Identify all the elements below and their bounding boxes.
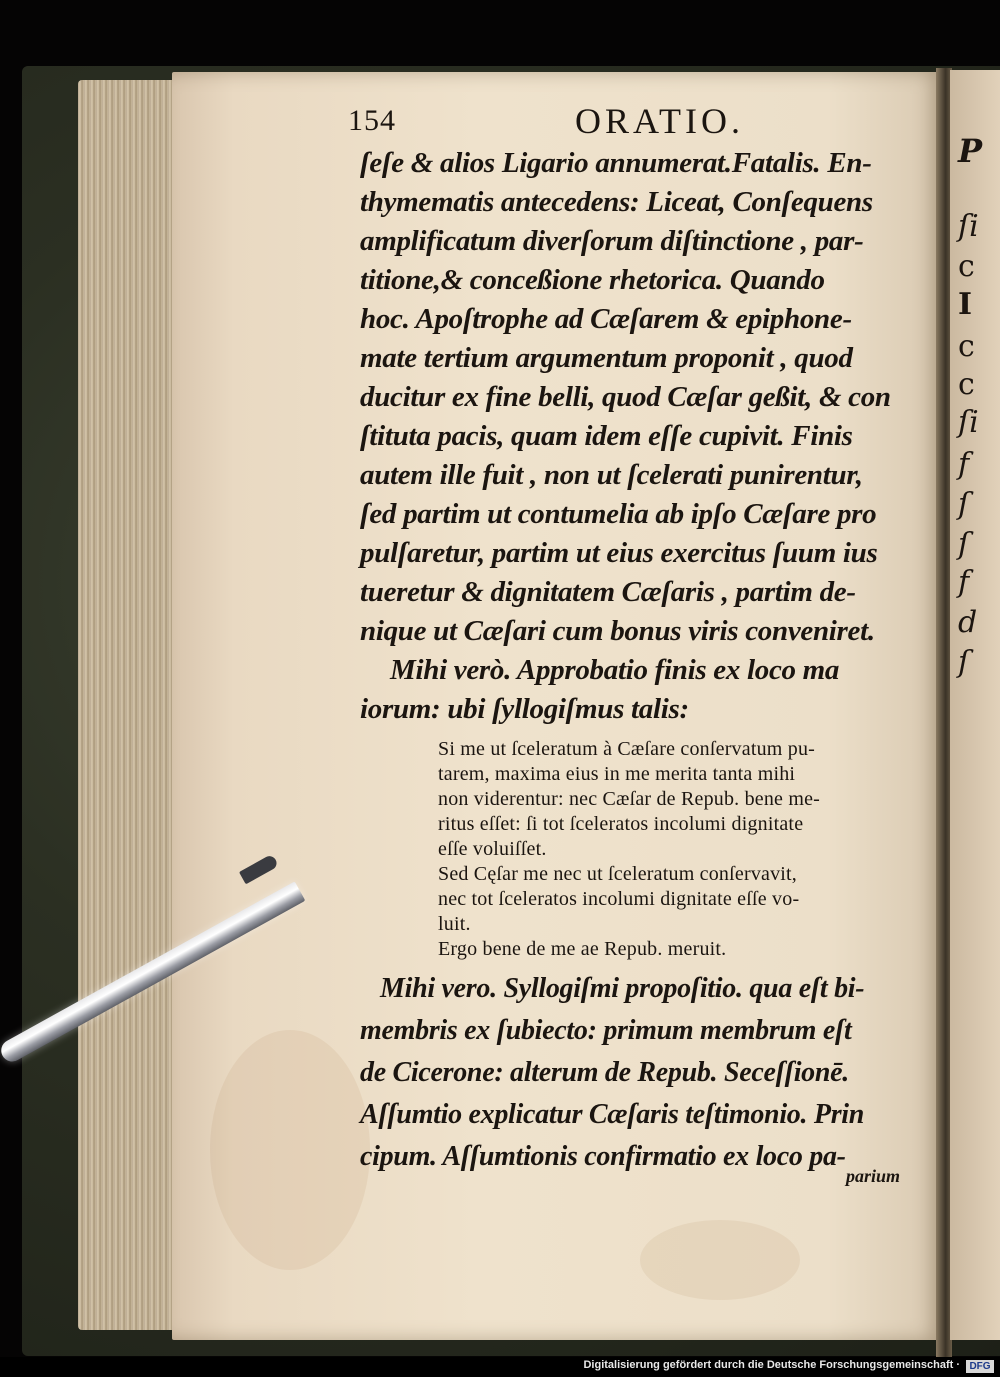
text-line: tueretur & dignitatem Cæſaris , partim de-	[360, 576, 856, 608]
syllogism-line: nec tot ſceleratos incolumi dignitate eſſe vo-	[438, 888, 800, 910]
text-line: Aſſumtio explicatur Cæſaris teſtimonio. Prin	[360, 1099, 865, 1130]
text-line: membris ex ſubiecto: primum membrum eſt	[360, 1015, 852, 1046]
text-line: titione,& conceßione rhetorica. Quando	[360, 264, 825, 296]
syllogism-line: Ergo bene de me ae Repub. meruit.	[438, 938, 727, 960]
right-page-glyph: c	[958, 329, 975, 364]
text-line: Mihi vero. Syllogiſmi propoſitio. qua eſt bi-	[380, 973, 865, 1004]
text-line: mate tertium argumentum proponit , quod	[360, 342, 853, 374]
text-line: cipum. Aſſumtionis confirmatio ex loco pa-	[360, 1141, 846, 1172]
dfg-logo: DFG	[966, 1360, 994, 1373]
text-line: ſeſe & alios Ligario annumerat.Fatalis. En-	[360, 147, 872, 179]
commentary-text-continued	[360, 968, 920, 1178]
commentary-text	[360, 144, 920, 729]
syllogism-line: Si me ut ſceleratum à Cæſare conſervatum pu-	[438, 738, 816, 760]
right-page-glyph: ſ	[958, 527, 970, 562]
text-line: hoc. Apoſtrophe ad Cæſarem & epiphone-	[360, 303, 852, 335]
text-line: thymematis antecedens: Liceat, Conſequens	[360, 186, 873, 218]
text-line: autem ille fuit , non ut ſcelerati punirentur,	[360, 459, 863, 491]
text-line: pulſaretur, partim ut eius exercitus ſuum ius	[360, 537, 878, 569]
right-page-glyph: ſi	[958, 405, 979, 440]
syllogism-line: non viderentur: nec Cæſar de Repub. bene me-	[438, 788, 821, 810]
text-line: ſtituta pacis, quam idem eſſe cupivit. Finis	[360, 420, 853, 452]
right-page-glyph: ſ	[958, 487, 970, 522]
right-page-glyph: I	[958, 287, 973, 322]
right-page-glyph: f	[958, 565, 970, 600]
right-page-glyph: c	[958, 249, 975, 284]
page-header	[348, 100, 920, 144]
right-page-glyph: c	[958, 367, 975, 402]
text-line: iorum: ubi ſyllogiſmus talis:	[360, 693, 689, 725]
page-stain	[640, 1220, 800, 1300]
text-line: de Cicerone: alterum de Repub. Seceſſionē.	[360, 1057, 849, 1088]
syllogism-line: luit.	[438, 913, 471, 935]
text-line: ſed partim ut contumelia ab ipſo Cæſare pro	[360, 498, 877, 530]
right-page-glyph: ſi	[958, 209, 979, 244]
text-line: Mihi verò. Approbatio finis ex loco ma	[390, 654, 840, 686]
page-number: 154	[348, 104, 396, 137]
footer-bar	[0, 1357, 1000, 1377]
right-page-glyph: f	[958, 447, 970, 482]
text-line: ducitur ex fine belli, quod Cæſar geßit, & con	[360, 381, 891, 413]
right-page-glyph: P	[958, 132, 983, 170]
syllogism-line: eſſe voluiſſet.	[438, 838, 547, 860]
syllogism-block	[438, 737, 920, 962]
text-line: amplificatum diverſorum diſtinctione , par-	[360, 225, 864, 257]
right-page-glyph: ſ	[958, 645, 970, 680]
syllogism-line: ritus eſſet: ſi tot ſceleratos incolumi dignitate	[438, 813, 804, 835]
catchword: parium	[846, 1166, 901, 1186]
syllogism-line: Sed Cęſar me nec ut ſceleratum conſervavit,	[438, 863, 798, 885]
right-page-glyph: d	[958, 605, 978, 640]
page-stain	[210, 1030, 370, 1270]
funding-credit: Digitalisierung gefördert durch die Deutsche Forschungsgemeinschaft ·	[583, 1359, 960, 1371]
syllogism-line: tarem, maxima eius in me merita tanta mihi	[438, 763, 796, 785]
page-text-column	[348, 100, 920, 1178]
text-line: nique ut Cæſari cum bonus viris conveniret.	[360, 615, 875, 647]
running-title: ORATIO.	[575, 101, 744, 141]
